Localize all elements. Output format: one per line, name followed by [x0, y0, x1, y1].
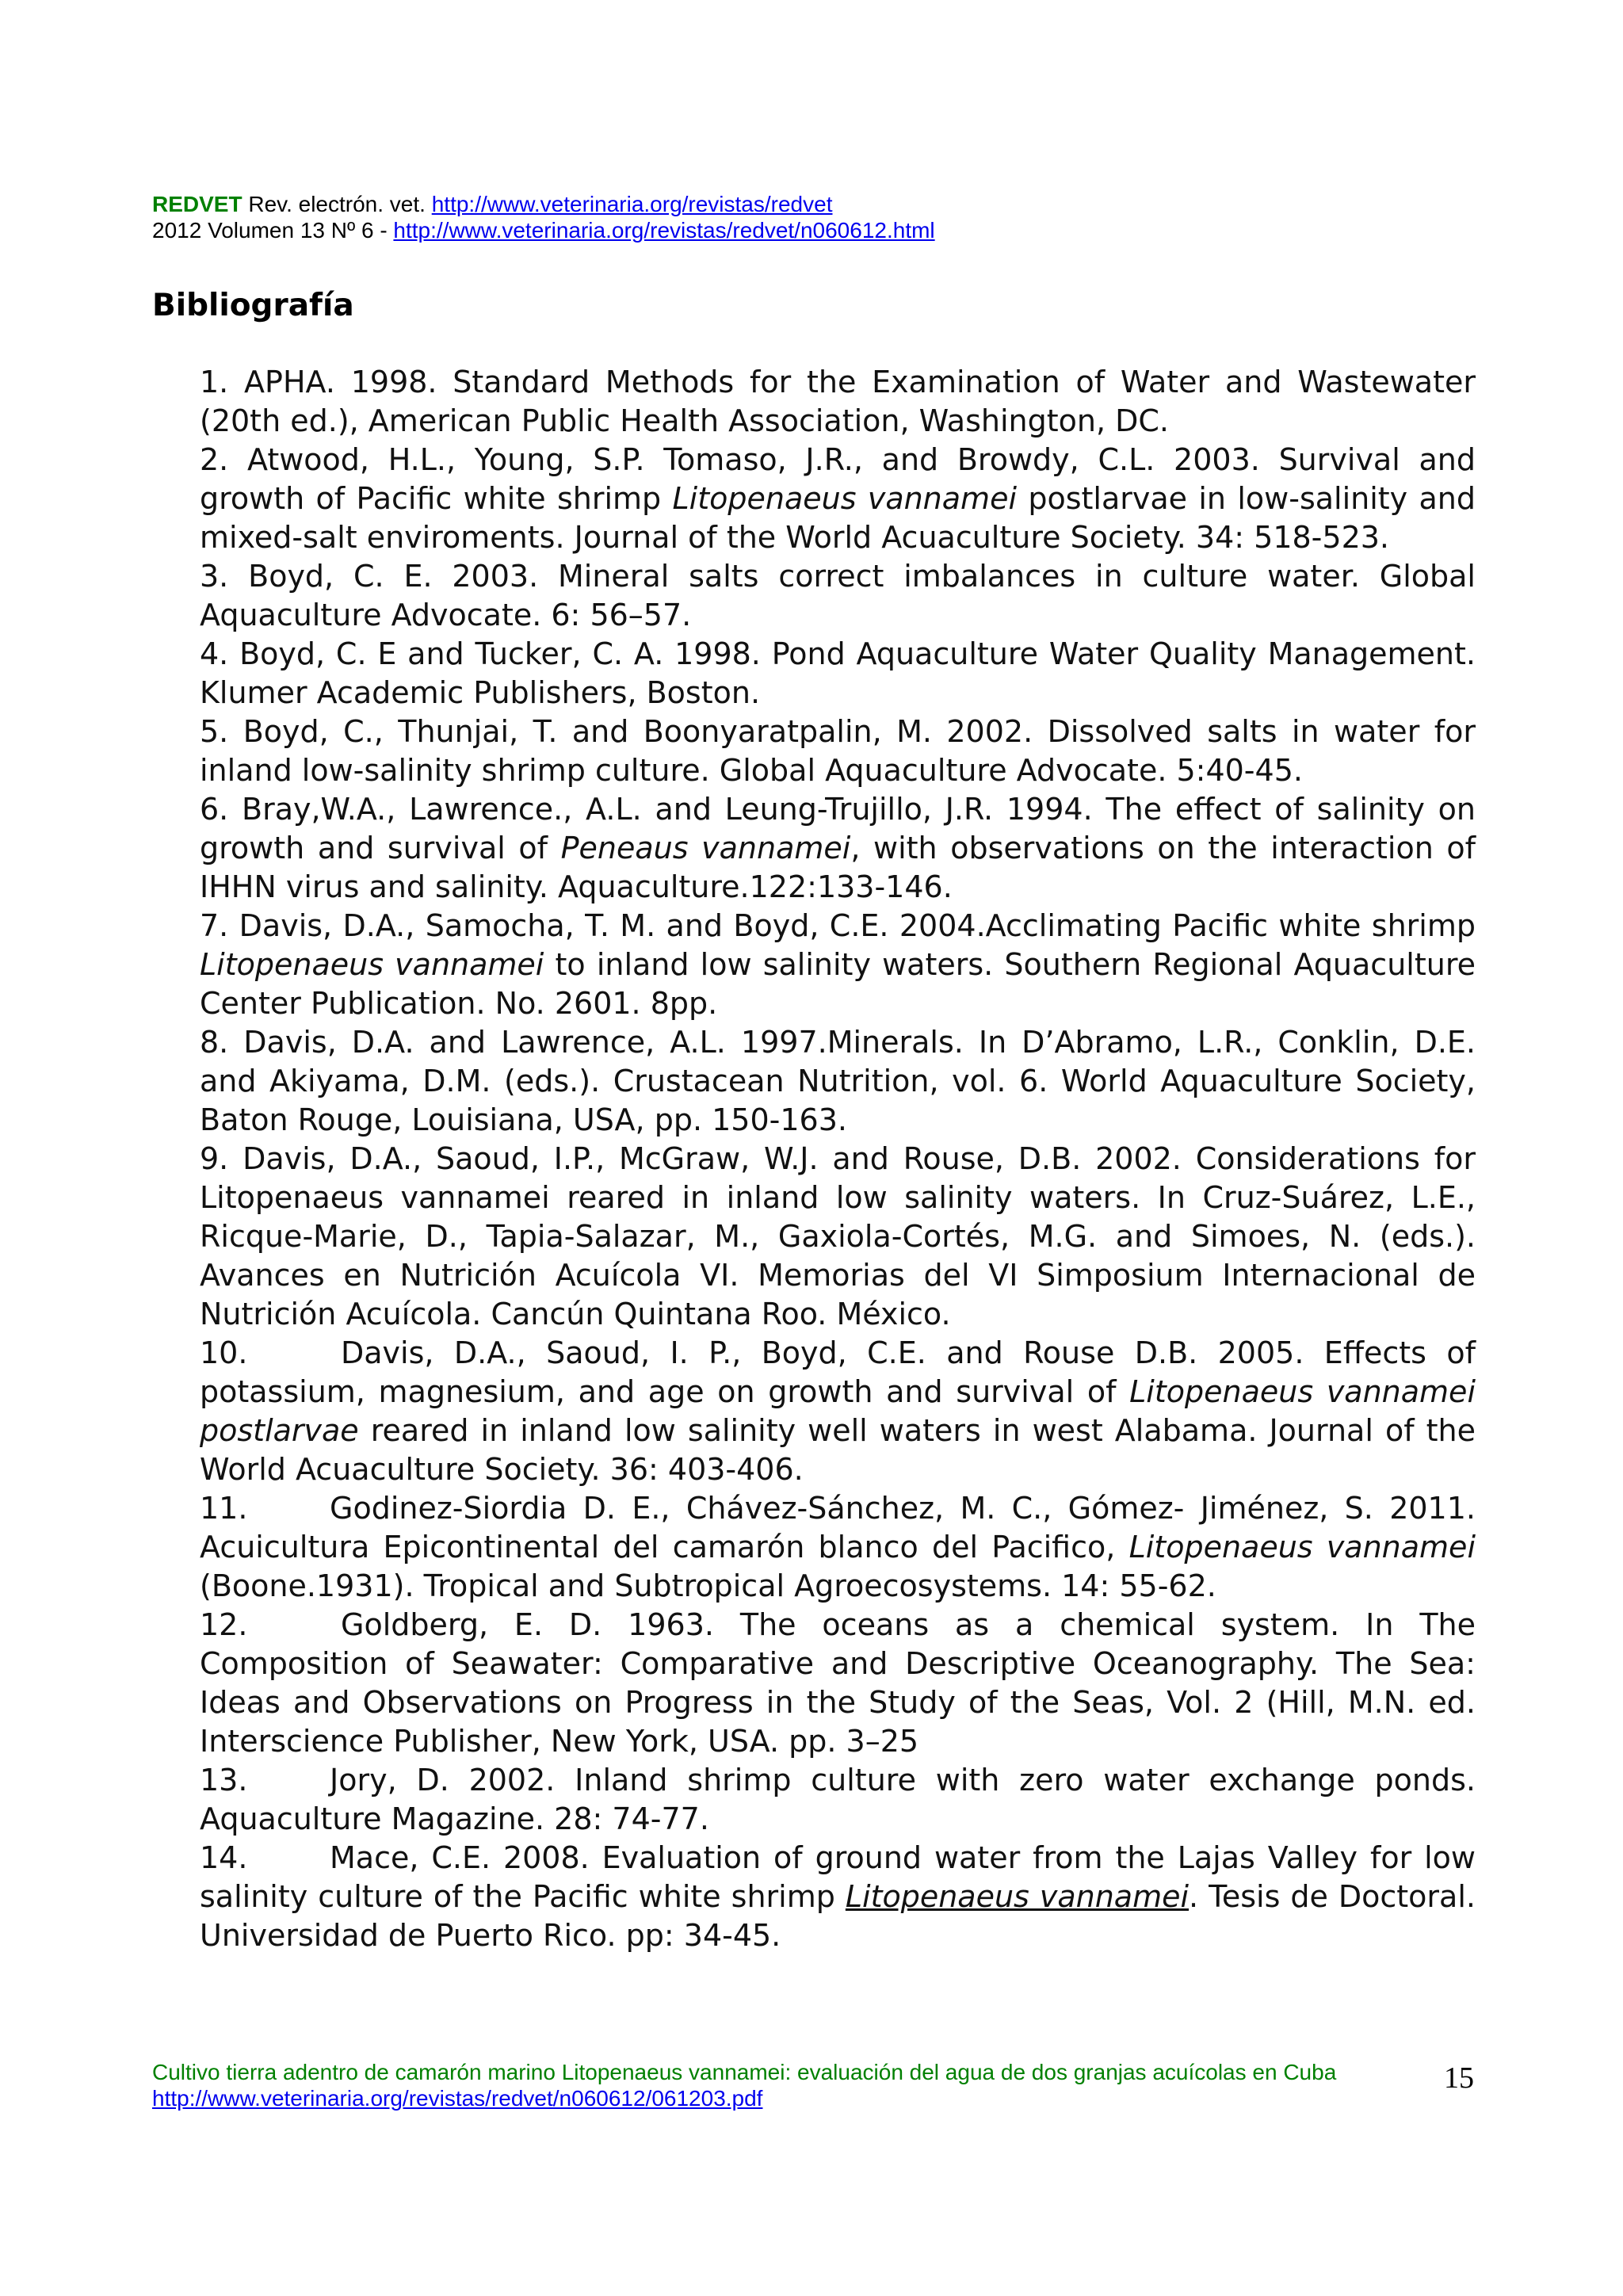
running-header [152, 191, 935, 243]
species-name: Litopenaeus vannamei [200, 947, 544, 982]
reference-number: 14. [200, 1840, 248, 1875]
page-number: 15 [1444, 2061, 1474, 2095]
reference-text: Atwood, H.L., Young, S.P. Tomaso, J.R., and Browdy, C.L. 2003. Survival and growth of Pacific white shrimp [200, 442, 1476, 516]
reference-text: Boyd, C. E. 2003. Mineral salts correct imbalances in culture water. Global Aquaculture Advocate. 6: 56–57. [200, 559, 1476, 632]
reference-number: 9. [200, 1141, 229, 1176]
reference-text: to inland low salinity waters. Southern Regional Aquaculture Center Publication. No. 2601. 8pp. [200, 947, 1476, 1021]
reference-text: APHA. 1998. Standard Methods for the Examination of Water and Wastewater (20th ed.), American Public Health Association, Washington, DC. [200, 365, 1476, 438]
reference-text: reared in inland low salinity well waters in west Alabama. Journal of the World Acuaculture Society. 36: 403-406. [200, 1413, 1476, 1487]
footer-article-link[interactable]: http://www.veterinaria.org/revistas/redvet/n060612/061203.pdf [152, 2086, 763, 2111]
reference-number: 12. [200, 1607, 248, 1642]
reference-text: Davis, D.A., Saoud, I.P., McGraw, W.J. and Rouse, D.B. 2002. Considerations for Litopenaeus vannamei reared in inland low salinity waters. In Cruz-Suárez, L.E., Ricque-Marie, D., Tapia-Salazar, M., Gaxiola-Cortés, M.G. and Simoes, N. (eds.). Avances en Nutrición Acuícola VI. Memorias del VI Simposium Internacional de Nutrición Acuícola. Cancún Quintana Roo. México. [200, 1141, 1476, 1331]
reference-item [200, 907, 1476, 1023]
reference-item [200, 1606, 1476, 1761]
reference-text: Boyd, C., Thunjai, T. and Boonyaratpalin, M. 2002. Dissolved salts in water for inland low-salinity shrimp culture. Global Aquaculture Advocate. 5:40-45. [200, 714, 1476, 788]
reference-text: Godinez-Siordia D. E., Chávez-Sánchez, M. C., Gómez- Jiménez, S. 2011. Acuicultura Epicontinental del camarón blanco del Pacifico, [200, 1491, 1476, 1564]
journal-name: Rev. electrón. vet. [248, 192, 426, 216]
reference-text: Davis, D.A., Saoud, I. P., Boyd, C.E. and Rouse D.B. 2005. Effects of potassium, magnesium, and age on growth and survival of [200, 1335, 1476, 1409]
reference-text: Davis, D.A. and Lawrence, A.L. 1997.Minerals. In D’Abramo, L.R., Conklin, D.E. and Akiyama, D.M. (eds.). Crustacean Nutrition, vol. 6. World Aquaculture Society, Baton Rouge, Louisiana, USA, pp. 150-163. [200, 1025, 1476, 1137]
reference-text: . Tesis de Doctoral. Universidad de Puerto Rico. pp: 34-45. [200, 1879, 1476, 1953]
reference-item [200, 363, 1476, 441]
issue-link[interactable]: http://www.veterinaria.org/revistas/redvet/n060612.html [393, 218, 935, 243]
reference-number: 8. [200, 1025, 229, 1060]
section-title: Bibliografía [152, 288, 354, 323]
reference-item [200, 790, 1476, 907]
reference-text: Jory, D. 2002. Inland shrimp culture with zero water exchange ponds. Aquaculture Magazine. 28: 74-77. [200, 1763, 1476, 1836]
reference-text: , with observations on the interaction of IHHN virus and salinity. Aquaculture.122:133-146. [200, 831, 1476, 904]
reference-number: 5. [200, 714, 229, 749]
reference-number: 2. [200, 442, 229, 477]
footer-article-title: Cultivo tierra adentro de camarón marino Litopenaeus vannamei: evaluación del agua de dos granjas acuícolas en Cuba [152, 2060, 1337, 2084]
species-name: Litopenaeus vannamei [1128, 1530, 1476, 1564]
species-name: Peneaus vannamei [560, 831, 851, 865]
header-line-1 [152, 191, 935, 217]
reference-text: Davis, D.A., Samocha, T. M. and Boyd, C.E. 2004.Acclimating Pacific white shrimp [239, 908, 1476, 943]
reference-text: Boyd, C. E and Tucker, C. A. 1998. Pond Aquaculture Water Quality Management. Klumer Academic Publishers, Boston. [200, 636, 1476, 710]
reference-text: Mace, C.E. 2008. Evaluation of ground water from the Lajas Valley for low salinity culture of the Pacific white shrimp [200, 1840, 1476, 1914]
reference-item [200, 1023, 1476, 1140]
running-footer [152, 2059, 1468, 2111]
journal-brand: REDVET [152, 192, 242, 216]
header-line-2 [152, 217, 935, 243]
species-name: Litopenaeus vannamei [672, 481, 1018, 516]
reference-item [200, 441, 1476, 557]
reference-list [200, 363, 1476, 1955]
reference-number: 1. [200, 365, 229, 399]
journal-link[interactable]: http://www.veterinaria.org/revistas/redvet [431, 192, 833, 216]
reference-number: 4. [200, 636, 229, 671]
reference-number: 11. [200, 1491, 248, 1526]
reference-number: 10. [200, 1335, 248, 1370]
reference-text: (Boone.1931). Tropical and Subtropical Agroecosystems. 14: 55-62. [200, 1568, 1216, 1603]
reference-item [200, 1334, 1476, 1489]
reference-item [200, 1839, 1476, 1955]
reference-item [200, 1761, 1476, 1839]
reference-item [200, 557, 1476, 635]
reference-item [200, 712, 1476, 790]
species-name: Litopenaeus vannamei postlarvae [200, 1374, 1476, 1448]
species-name: Litopenaeus vannamei [845, 1879, 1190, 1914]
reference-number: 6. [200, 792, 229, 827]
reference-number: 3. [200, 559, 229, 594]
reference-number: 13. [200, 1763, 248, 1797]
reference-text: Goldberg, E. D. 1963. The oceans as a chemical system. In The Composition of Seawater: Comparative and Descriptive Oceanography. The Sea: Ideas and Observations on Progress in the Study of the Seas, Vol. 2 (Hill, M.N. ed. Interscience Publisher, New York, USA. pp. 3–25 [200, 1607, 1476, 1759]
reference-number: 7. [200, 908, 229, 943]
reference-text: postlarvae in low-salinity and mixed-salt enviroments. Journal of the World Acuaculture Society. 34: 518-523. [200, 481, 1476, 555]
reference-text: Bray,W.A., Lawrence., A.L. and Leung-Trujillo, J.R. 1994. The effect of salinity on growth and survival of [200, 792, 1476, 865]
reference-item [200, 635, 1476, 712]
reference-item [200, 1140, 1476, 1334]
reference-item [200, 1489, 1476, 1606]
issue-info: 2012 Volumen 13 Nº 6 - [152, 218, 388, 243]
